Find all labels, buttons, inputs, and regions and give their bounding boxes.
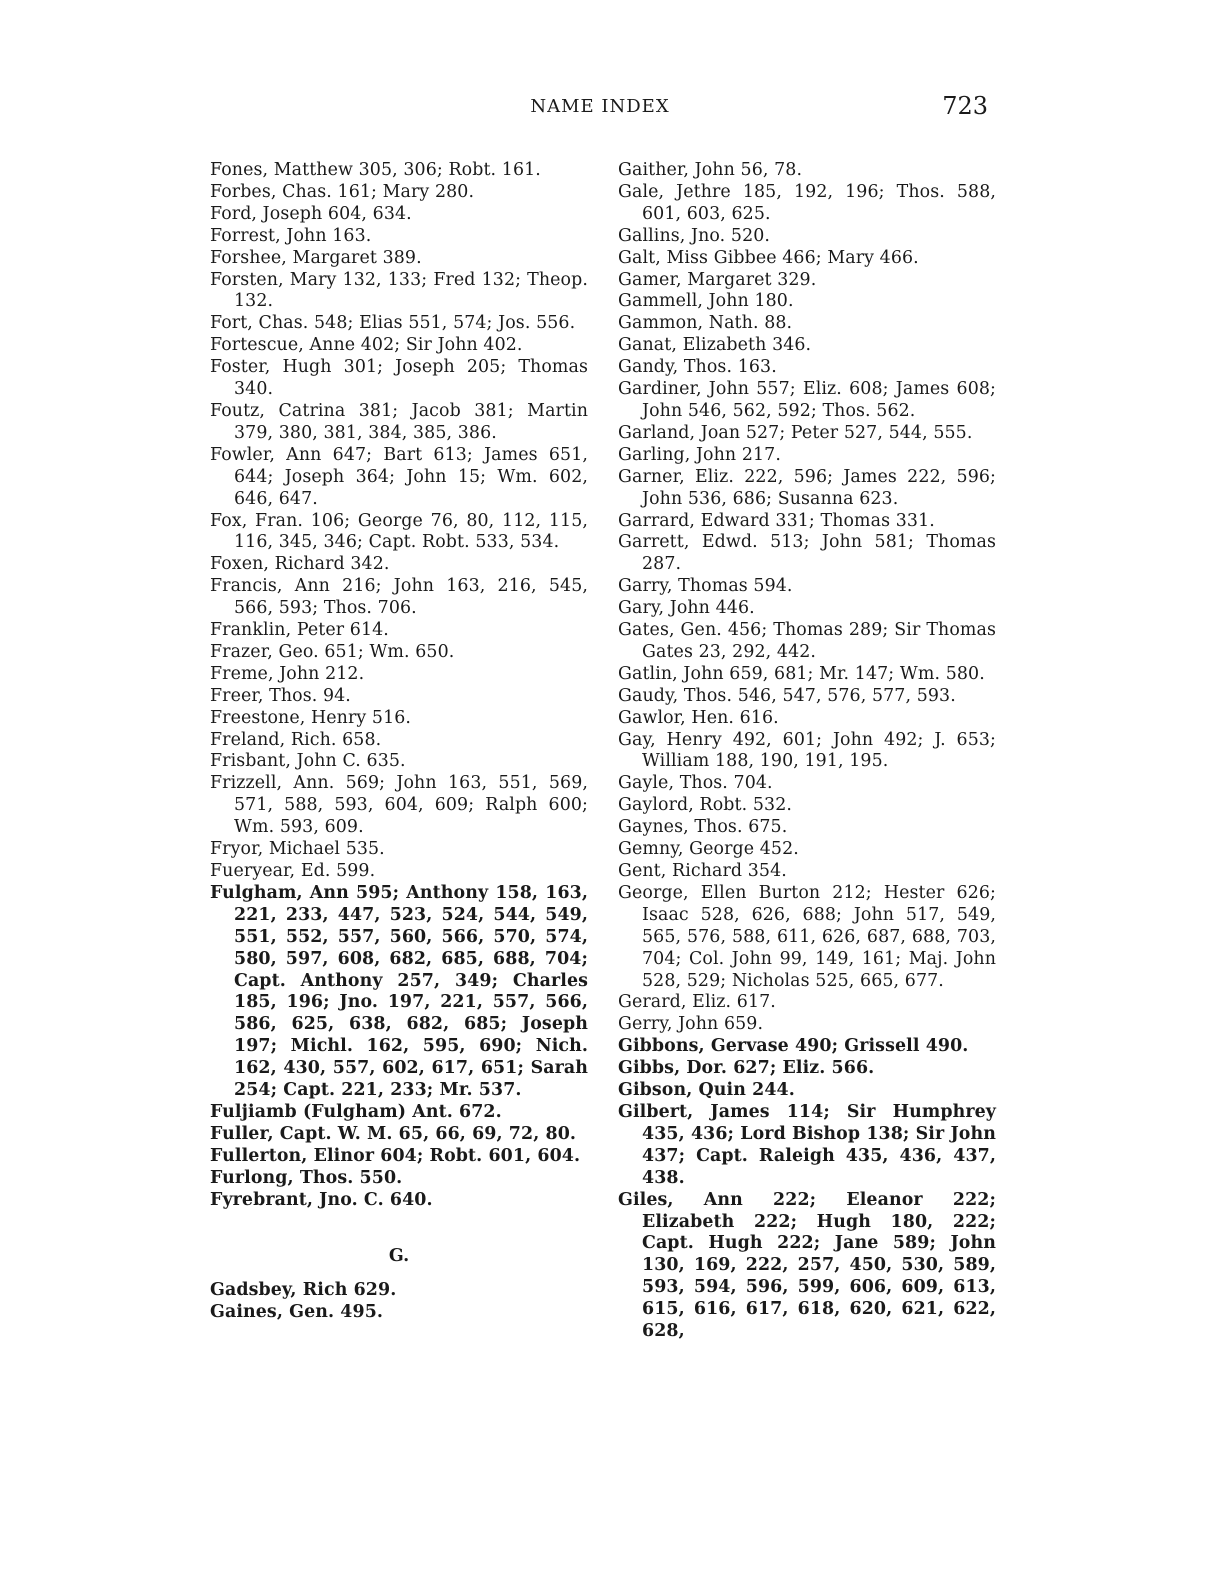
index-entry: Ford, Joseph 604, 634. (210, 203, 412, 224)
page-number: 723 (942, 92, 988, 120)
index-entry: Garner, Eliz. 222, 596; James 222, 596; John 536, 686; Susanna 623. (618, 466, 996, 509)
index-entry: Gilbert, James 114; Sir Humphrey 435, 436; Lord Bishop 138; Sir John 437; Capt. Raleigh 435, 436, 437, 438. (618, 1101, 996, 1188)
index-entry: Gatlin, John 659, 681; Mr. 147; Wm. 580. (618, 663, 985, 684)
index-entry: Garry, Thomas 594. (618, 576, 793, 597)
index-entry: Foxen, Richard 342. (210, 554, 390, 575)
index-entry: Frisbant, John C. 635. (210, 751, 406, 772)
index-entry: Francis, Ann 216; John 163, 216, 545, 566, 593; Thos. 706. (210, 576, 588, 619)
index-entry: Furlong, Thos. 550. (210, 1167, 403, 1188)
index-entry: Gent, Richard 354. (618, 861, 787, 881)
running-head: NAME INDEX (530, 96, 670, 117)
index-entry: Gaither, John 56, 78. (618, 160, 803, 180)
index-entry: Forbes, Chas. 161; Mary 280. (210, 181, 475, 202)
index-entry: Gay, Henry 492, 601; John 492; J. 653; William 188, 190, 191, 195. (618, 729, 996, 772)
index-entry: George, Ellen Burton 212; Hester 626; Isaac 528, 626, 688; John 517, 549, 565, 576, 588, 611, 626, 687, 688, 703, 704; Col. John 99, 149, 161; Maj. John 528, 529; Nicholas 525, 665, 677. (618, 882, 996, 991)
index-entry: Fuljiamb (Fulgham) Ant. 672. (210, 1101, 502, 1122)
index-entry: Forsten, Mary 132, 133; Fred 132; Theop. 132. (210, 269, 588, 312)
index-entry: Gibbs, Dor. 627; Eliz. 566. (618, 1058, 875, 1079)
index-entry: Gardiner, John 557; Eliz. 608; James 608; John 546, 562, 592; Thos. 562. (618, 379, 996, 421)
index-entry: Garrett, Edwd. 513; John 581; Thomas 287. (618, 532, 996, 575)
index-entry: Gawlor, Hen. 616. (618, 707, 779, 728)
index-entry: Garrard, Edward 331; Thomas 331. (618, 510, 935, 531)
index-entry: Gaines, Gen. 495. (210, 1302, 384, 1323)
index-entry: Gaudy, Thos. 546, 547, 576, 577, 593. (618, 685, 956, 706)
index-entry: Gaynes, Thos. 675. (618, 817, 788, 838)
index-entry: Forrest, John 163. (210, 225, 372, 246)
index-entry: Frazer, Geo. 651; Wm. 650. (210, 641, 455, 662)
index-entry: Gallins, Jno. 520. (618, 225, 771, 246)
index-entry: Gerard, Eliz. 617. (618, 992, 776, 1013)
right-entry-list (618, 160, 996, 1343)
left-entry-list (210, 160, 588, 1212)
index-entry: Gammell, John 180. (618, 291, 794, 312)
section-letter: G. (388, 1245, 410, 1266)
index-entry: Gary, John 446. (618, 598, 755, 619)
index-entry: Gerry, John 659. (618, 1014, 764, 1035)
index-entry: Gaylord, Robt. 532. (618, 795, 792, 816)
index-entry: Fryor, Michael 535. (210, 839, 385, 860)
left-entry-list-after-section (210, 1280, 588, 1324)
index-entry: Foutz, Catrina 381; Jacob 381; Martin 379, 380, 381, 384, 385, 386. (210, 400, 588, 443)
index-entry: Freer, Thos. 94. (210, 685, 351, 706)
index-entry: Fueryear, Ed. 599. (210, 861, 376, 881)
index-entry: Freme, John 212. (210, 663, 365, 684)
index-entry: Gemny, George 452. (618, 839, 799, 860)
index-entry: Giles, Ann 222; Eleanor 222; Elizabeth 222; Hugh 180, 222; Capt. Hugh 222; Jane 589; John 130, 169, 222, 257, 450, 530, 589, 593, 594, 596, 599, 606, 609, 613, 615, 616, 617, 618, 620, 621, 622, 628, (618, 1189, 996, 1342)
index-entry: Fortescue, Anne 402; Sir John 402. (210, 335, 523, 356)
index-entry: Foster, Hugh 301; Joseph 205; Thomas 340. (210, 357, 588, 400)
index-entry: Fulgham, Ann 595; Anthony 158, 163, 221, 233, 447, 523, 524, 544, 549, 551, 552, 557, 560, 566, 570, 574, 580, 597, 608, 682, 685, 688, 704; Capt. Anthony 257, 349; Charles 185, 196; Jno. 197, 221, 557, 566, 586, 625, 638, 682, 685; Joseph 197; Michl. 162, 595, 690; Nich. 162, 430, 557, 602, 617, 651; Sarah 254; Capt. 221, 233; Mr. 537. (210, 882, 588, 1101)
index-entry: Gammon, Nath. 88. (618, 313, 793, 334)
index-entry: Garland, Joan 527; Peter 527, 544, 555. (618, 422, 973, 443)
index-entry: Freestone, Henry 516. (210, 707, 412, 728)
index-entry: Gandy, Thos. 163. (618, 357, 777, 378)
index-entry: Gayle, Thos. 704. (618, 773, 773, 794)
index-entry: Ganat, Elizabeth 346. (618, 335, 812, 356)
index-entry: Garling, John 217. (618, 444, 781, 465)
index-entry: Franklin, Peter 614. (210, 620, 389, 641)
index-entry: Fort, Chas. 548; Elias 551, 574; Jos. 556. (210, 313, 576, 334)
index-entry: Fox, Fran. 106; George 76, 80, 112, 115, 116, 345, 346; Capt. Robt. 533, 534. (210, 510, 588, 553)
index-entry: Frizzell, Ann. 569; John 163, 551, 569, 571, 588, 593, 604, 609; Ralph 600; Wm. 593, 609. (210, 773, 588, 838)
index-entry: Fuller, Capt. W. M. 65, 66, 69, 72, 80. (210, 1123, 577, 1144)
index-entry: Fowler, Ann 647; Bart 613; James 651, 644; Joseph 364; John 15; Wm. 602, 646, 647. (210, 444, 588, 509)
index-entry: Gates, Gen. 456; Thomas 289; Sir Thomas Gates 23, 292, 442. (618, 620, 996, 662)
index-entry: Fullerton, Elinor 604; Robt. 601, 604. (210, 1145, 581, 1166)
right-index-column (618, 160, 996, 1343)
index-entry: Freland, Rich. 658. (210, 729, 382, 750)
index-entry: Gale, Jethre 185, 192, 196; Thos. 588, 601, 603, 625. (618, 181, 996, 224)
index-entry: Gibson, Quin 244. (618, 1080, 795, 1101)
index-entry: Galt, Miss Gibbee 466; Mary 466. (618, 247, 919, 268)
index-entry: Gibbons, Gervase 490; Grissell 490. (618, 1036, 969, 1057)
page-header (212, 92, 988, 128)
index-entry: Forshee, Margaret 389. (210, 247, 422, 268)
left-index-column (210, 160, 588, 1324)
index-entry: Fones, Matthew 305, 306; Robt. 161. (210, 160, 541, 180)
index-entry: Gamer, Margaret 329. (618, 269, 817, 290)
index-entry: Fyrebrant, Jno. C. 640. (210, 1189, 433, 1210)
index-entry: Gadsbey, Rich 629. (210, 1280, 397, 1301)
